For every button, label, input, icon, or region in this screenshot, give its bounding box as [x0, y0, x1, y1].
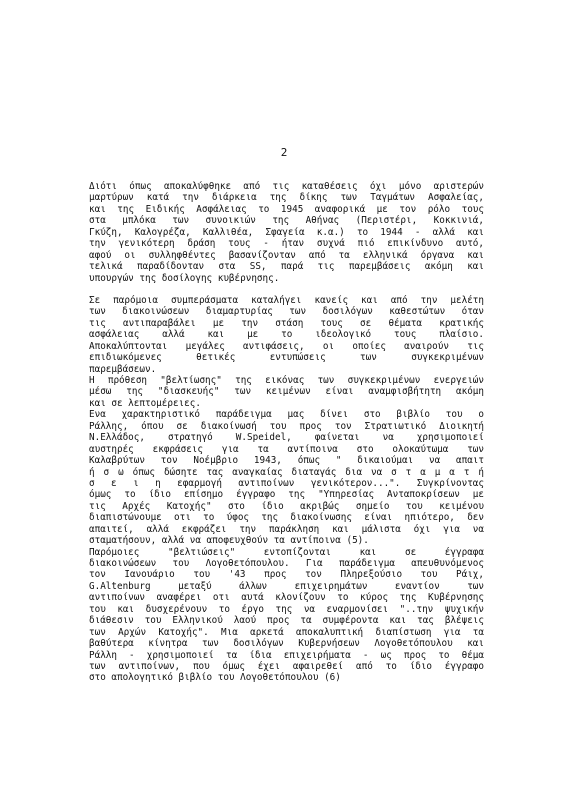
text-line: σταματήσουν, αλλά να αποφευχθούν τα αντίποινα (5).	[89, 535, 369, 547]
text-line: Διότι όπως αποκαλύφθηκε από τις καταθέσεις όχι μόνο αριστερών	[89, 181, 484, 192]
text-line: απαιτεί, αλλά εκφράζει την παράκληση και μάλιστα όχι για να	[89, 523, 484, 535]
text-line: του και δυσχερένουν το έργο της να εναρμονίσει "..την ψυχικήν	[89, 603, 484, 615]
text-line: και της Ειδικής Ασφάλειας το 1945 αναφορικά με τον ρόλο τους	[89, 203, 484, 215]
text-line: διαπιστώνουμε οτι το ύφος της διακοίνωσης είναι ηπιότερο, δεν	[89, 512, 484, 524]
text-line: επιδιωκόμενες θετικές εντυπώσεις των συγκεκριμένων	[89, 352, 484, 364]
text-line: παρεμβάσεων.	[89, 363, 157, 375]
text-line: αυστηρές εκφράσεις για τα αντίποινα στο ολοκαύτωμα των	[89, 443, 484, 455]
text-line: των αντιποίνων, που όμως έχει αφαιρεθεί από το ίδιο έγγραφο	[89, 660, 484, 672]
text-line: υπουργών της δοσίλογης κυβέρνησης.	[89, 272, 280, 284]
paragraph	[89, 295, 484, 684]
text-line: Η πρόθεση "βελτίωσης" της εικόνας των συγκεκριμένων ενεργειών	[89, 375, 484, 386]
text-line: τον Ιανουάριο του '43 προς τον Πληρεξούσιο του Ράιχ,	[89, 569, 484, 581]
text-line: όμως το ίδιο επίσημο έγγραφο της "Υπηρεσίας Ανταποκρίσεων με	[89, 489, 484, 501]
text-line: διακοινώσεων του Λογοθετόπουλου. Για παράδειγμα απευθυνόμενος	[89, 558, 484, 569]
text-line: μαρτύρων κατά την διάρκεια της δίκης των Ταγμάτων Ασφαλείας,	[89, 192, 484, 204]
text-line: Ενα χαρακτηριστικό παράδειγμα μας δίνει στο βιβλίο του ο	[89, 409, 484, 421]
text-line: στο απολογητικό βιβλίο του Λογοθετόπουλου (6)	[89, 672, 341, 684]
text-line: και σε λεπτομέρειες.	[89, 397, 201, 409]
text-line: ή σ ω όπως δώσητε τας αναγκαίας διαταγάς δια να σ τ α μ α τ ή	[89, 466, 484, 478]
text-line: διάθεσιν του Ελληνικού λαού προς τα συμφέροντα και τας βλέψεις	[89, 615, 484, 627]
text-line: Ράλλης, όπου σε διακοίνωσή του προς τον Στρατιωτικό Διοικητή	[89, 420, 484, 432]
page-number: 2	[280, 146, 288, 159]
text-line: των Αρχών Κατοχής". Μια αρκετά αποκαλυπτική διαπίστωση για τα	[89, 626, 484, 638]
text-line: Αποκαλύπτονται μεγάλες αντιφάσεις, οι οποίες αναιρούν τις	[89, 340, 484, 352]
text-line: Σε παρόμοια συμπεράσματα καταλήγει κανείς και από την μελέτη	[89, 294, 484, 306]
text-line: αφού οι συλληφθέντες βασανίζονταν από τα ελληνικά όργανα και	[89, 249, 484, 261]
paragraph-gap	[89, 284, 484, 295]
text-line: Γκύζη, Καλογρέζα, Καλλιθέα, Σφαγεία κ.α.) το 1944 - αλλά και	[89, 226, 484, 238]
text-line: τις Αρχές Κατοχής" στο ίδιο ακριβώς σημείο του κειμένου	[89, 500, 484, 512]
text-line: Παρόμοιες "βελτιώσεις" εντοπίζονται και σε έγγραφα	[89, 546, 484, 558]
text-line: αντιποίνων αναφέρει οτι αυτά κλονίζουν το κύρος της Κυβέρνησης	[89, 592, 484, 604]
text-line: Καλαβρύτων τον Νοέμβριο 1943, όπως " δικαιούμαι να απαιτ	[89, 455, 484, 467]
text-line: G.Altenburg μεταξύ άλλων επιχειρημάτων εναντίον των	[89, 580, 484, 592]
text-line: ασφάλειας αλλά και με το ιδεολογικό τους πλαίσιο.	[89, 329, 484, 341]
text-line: την γενικότερη δράση τους - ήταν συχνά πιό επικίνδυνο αυτό,	[89, 238, 484, 250]
text-line: Ράλλη - χρησιμοποιεί τα ίδια επιχειρήματα - ως προς το θέμα	[89, 649, 484, 661]
text-line: μέσω της "διασκευής" των κειμένων είναι αναμφισβήτητη ακόμη	[89, 386, 484, 398]
body-text	[89, 181, 484, 684]
text-line: στα μπλόκα των συνοικιών της Αθήνας (Περιστέρι, Κοκκινιά,	[89, 215, 484, 227]
text-line: τελικά παραδίδονταν στα SS, παρά τις παρεμβάσεις ακόμη και	[89, 261, 484, 273]
text-line: βαθύτερα κίνητρα των δοσιλόγων Κυβερνήσεων Λογοθετόπουλου και	[89, 638, 484, 650]
text-line: Ν.Ελλάδος, στρατηγό W.Speidel, φαίνεται να χρησιμοποιεί	[89, 432, 484, 444]
text-line: σ ε ι η εφαρμογή αντιποίνων γενικότερον...". Συγκρίνοντας	[89, 477, 484, 489]
text-line: των διακοινώσεων διαμαρτυρίας των δοσιλόγων καθεστώτων όταν	[89, 306, 484, 318]
text-line: τις αντιπαραβάλει με την στάση τους σε θέματα κρατικής	[89, 317, 484, 329]
paragraph	[89, 181, 484, 284]
